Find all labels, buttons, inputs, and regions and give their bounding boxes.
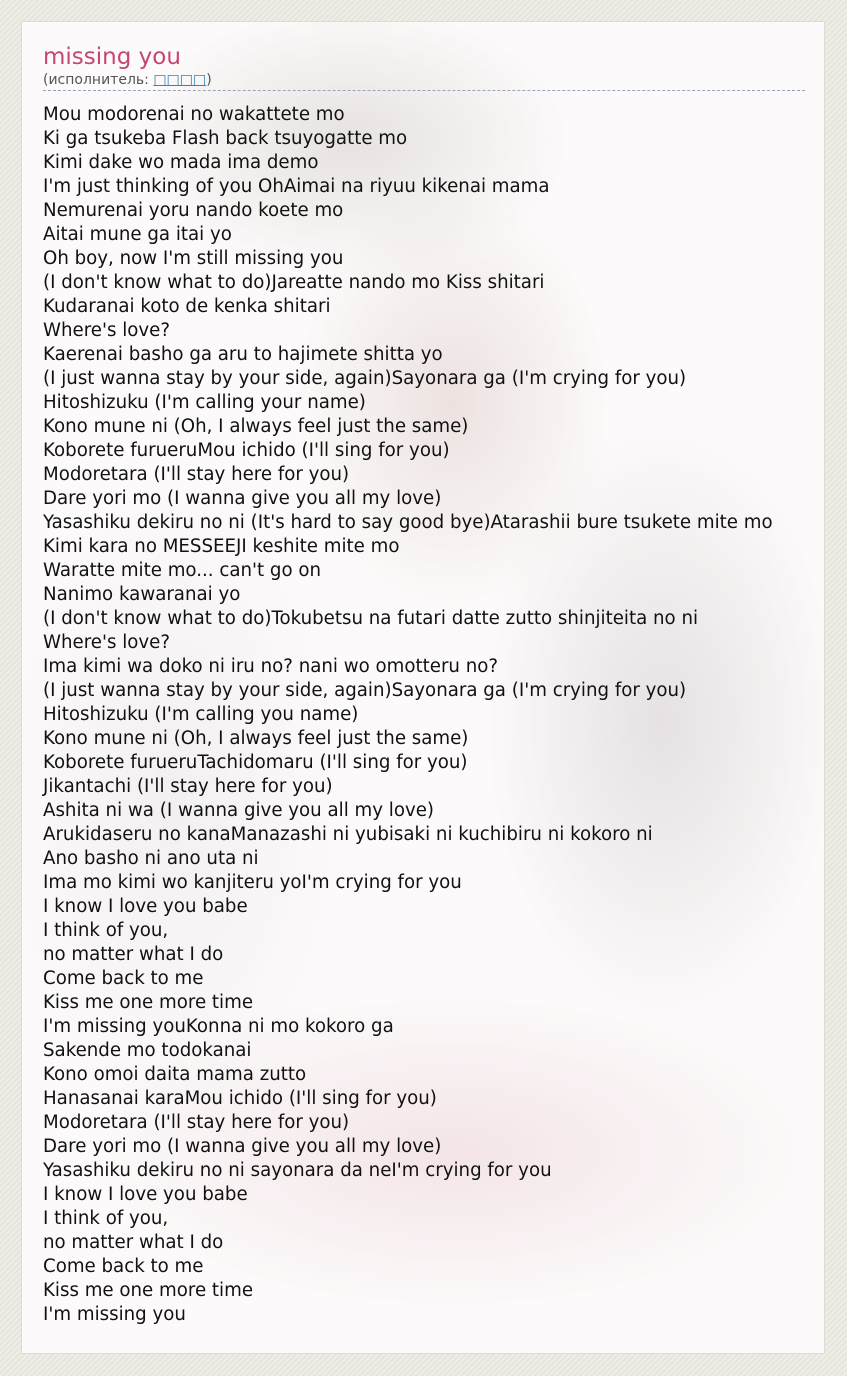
lyric-line: no matter what I do <box>43 944 224 965</box>
lyric-line: Ano basho ni ano uta ni <box>43 848 259 869</box>
lyric-line: Dare yori mo (I wanna give you all my love) <box>43 1136 442 1157</box>
lyric-line: Ki ga tsukeba Flash back tsuyogatte mo <box>43 128 408 149</box>
lyric-line: Modoretara (I'll stay here for you) <box>43 464 350 485</box>
lyric-line: Kiss me one more time <box>43 992 254 1013</box>
lyric-line: I know I love you babe <box>43 1184 248 1205</box>
lyric-line: I'm just thinking of you OhAimai na riyuu kikenai mama <box>43 176 550 197</box>
lyric-line: Sakende mo todokanai <box>43 1040 252 1061</box>
lyric-line: Modoretara (I'll stay here for you) <box>43 1112 350 1133</box>
lyric-line: no matter what I do <box>43 1232 224 1253</box>
lyric-line: Kimi dake wo mada ima demo <box>43 152 319 173</box>
lyric-line: Kaerenai basho ga aru to hajimete shitta yo <box>43 344 443 365</box>
lyric-line: Nemurenai yoru nando koete mo <box>43 200 344 221</box>
lyric-line: Hitoshizuku (I'm calling your name) <box>43 392 366 413</box>
lyric-line: I'm missing you <box>43 1304 186 1325</box>
lyric-line: (I just wanna stay by your side, again)Sayonara ga (I'm crying for you) <box>43 680 687 701</box>
lyric-line: Koborete furueruTachidomaru (I'll sing for you) <box>43 752 468 773</box>
lyric-line: (I don't know what to do)Tokubetsu na futari datte zutto shinjiteita no ni <box>43 608 699 629</box>
lyric-line: Ima mo kimi wo kanjiteru yoI'm crying for you <box>43 872 462 893</box>
lyric-line: (I don't know what to do)Jareatte nando mo Kiss shitari <box>43 272 545 293</box>
lyric-line: Oh boy, now I'm still missing you <box>43 248 344 269</box>
lyric-line: Mou modorenai no wakattete mo <box>43 104 345 125</box>
lyric-line: Koborete furueruMou ichido (I'll sing for you) <box>43 440 450 461</box>
lyric-line: I think of you, <box>43 1208 169 1229</box>
artist-line <box>43 71 826 89</box>
lyric-line: Come back to me <box>43 968 204 989</box>
song-title: missing you <box>43 44 181 70</box>
lyric-line: Yasashiku dekiru no ni sayonara da neI'm crying for you <box>43 1160 552 1181</box>
lyrics-body <box>43 103 826 1327</box>
lyric-line: Dare yori mo (I wanna give you all my love) <box>43 488 442 509</box>
artist-prefix: (исполнитель: <box>43 72 154 88</box>
lyric-line: I'm missing youKonna ni mo kokoro ga <box>43 1016 394 1037</box>
lyrics-content <box>43 43 826 1327</box>
lyric-line: Yasashiku dekiru no ni (It's hard to say good bye)Atarashii bure tsukete mite mo <box>43 512 773 533</box>
lyric-line: Kono mune ni (Oh, I always feel just the same) <box>43 728 469 749</box>
lyric-line: Ima kimi wa doko ni iru no? nani wo omotteru no? <box>43 656 499 677</box>
lyric-line: Where's love? <box>43 320 171 341</box>
lyric-line: Kono omoi daita mama zutto <box>43 1064 307 1085</box>
lyric-line: (I just wanna stay by your side, again)Sayonara ga (I'm crying for you) <box>43 368 687 389</box>
lyric-line: Hanasanai karaMou ichido (I'll sing for you) <box>43 1088 437 1109</box>
lyric-line: Nanimo kawaranai yo <box>43 584 241 605</box>
lyric-line: I know I love you babe <box>43 896 248 917</box>
lyric-line: Kudaranai koto de kenka shitari <box>43 296 331 317</box>
lyric-line: Where's love? <box>43 632 171 653</box>
artist-suffix: ) <box>206 72 212 88</box>
lyric-line: Hitoshizuku (I'm calling you name) <box>43 704 359 725</box>
lyric-line: Aitai mune ga itai yo <box>43 224 232 245</box>
title-divider <box>43 90 805 91</box>
lyrics-card <box>21 21 825 1354</box>
lyric-line: Arukidaseru no kanaManazashi ni yubisaki ni kuchibiru ni kokoro ni <box>43 824 653 845</box>
lyric-line: I think of you, <box>43 920 169 941</box>
artist-link[interactable]: □□□□ <box>153 72 207 88</box>
lyric-line: Jikantachi (I'll stay here for you) <box>43 776 333 797</box>
lyric-line: Kiss me one more time <box>43 1280 254 1301</box>
lyric-line: Kono mune ni (Oh, I always feel just the same) <box>43 416 469 437</box>
lyric-line: Waratte mite mo... can't go on <box>43 560 322 581</box>
lyric-line: Come back to me <box>43 1256 204 1277</box>
lyric-line: Kimi kara no MESSEEJI keshite mite mo <box>43 536 400 557</box>
lyric-line: Ashita ni wa (I wanna give you all my love) <box>43 800 435 821</box>
